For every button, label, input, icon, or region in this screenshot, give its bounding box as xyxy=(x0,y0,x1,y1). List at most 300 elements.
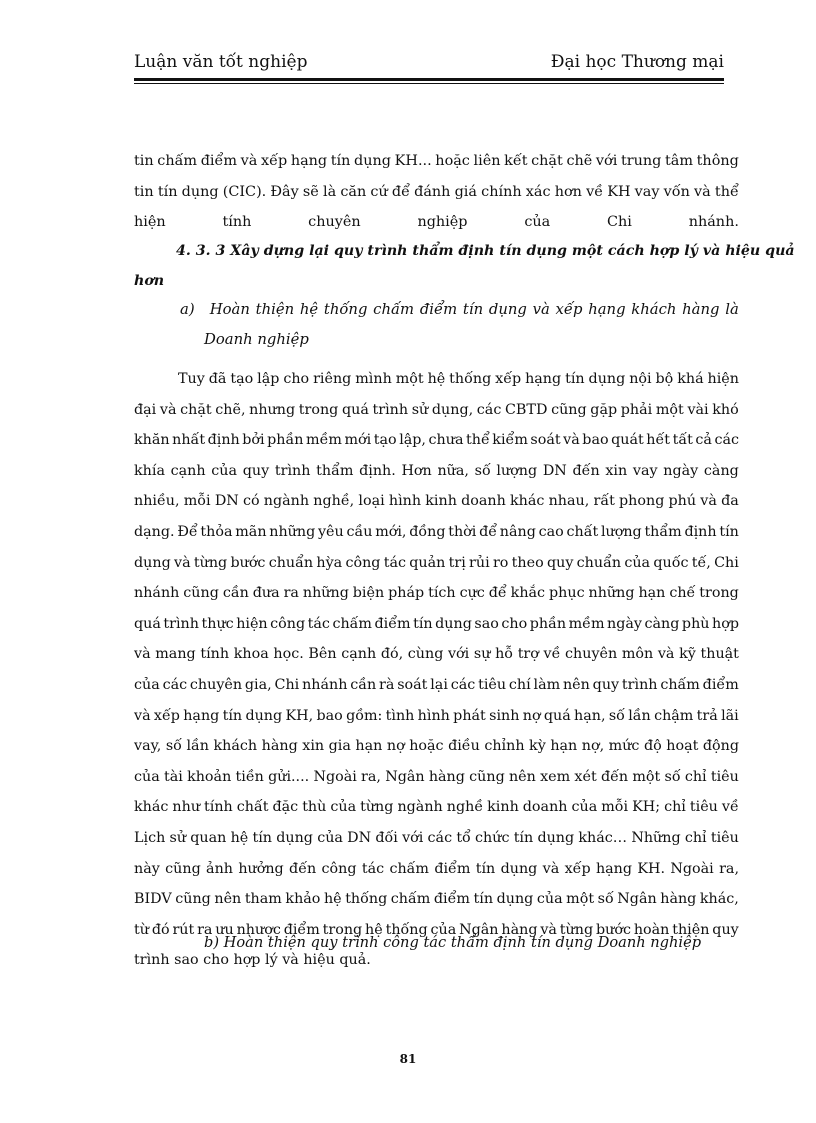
word: và xyxy=(532,301,550,318)
word: phải xyxy=(620,401,653,418)
word: CBTD xyxy=(504,401,548,418)
word: cả xyxy=(695,432,712,449)
word: tiêu xyxy=(478,676,507,693)
word: lãi xyxy=(721,707,739,724)
word: học. xyxy=(273,646,304,663)
word: dụng xyxy=(134,554,171,571)
word: chí xyxy=(508,676,531,693)
intro-line xyxy=(134,177,739,208)
word: mỗi xyxy=(601,799,629,816)
word: tín xyxy=(413,615,433,632)
word: hoặc xyxy=(435,153,470,169)
word: sử xyxy=(169,829,187,846)
word: thống xyxy=(449,371,492,387)
word: những xyxy=(588,585,635,602)
word: dụng xyxy=(588,371,626,387)
word: hiện xyxy=(134,214,166,231)
paragraph-line xyxy=(134,670,739,701)
word: chuẩn xyxy=(268,554,314,571)
word: đến xyxy=(289,860,317,877)
word: giá xyxy=(454,183,477,200)
word: kiểm xyxy=(492,432,528,449)
word: một xyxy=(632,768,661,785)
word: dụng xyxy=(488,301,527,318)
word: đa xyxy=(721,493,739,510)
word: và xyxy=(134,707,151,724)
word: quá xyxy=(341,401,369,418)
word: hàng xyxy=(428,768,465,785)
word: hình xyxy=(388,493,422,510)
word: cho xyxy=(283,371,310,387)
word: nhánh xyxy=(134,585,180,602)
word: phong xyxy=(619,493,665,510)
word: Bên xyxy=(308,646,337,663)
word: hàng xyxy=(261,738,298,755)
word: và xyxy=(540,921,557,938)
word: rất xyxy=(593,493,615,510)
word: lần xyxy=(186,738,209,755)
word: số xyxy=(597,891,614,908)
word: chẽ xyxy=(566,153,593,169)
paragraph-line xyxy=(134,425,739,456)
word: trả xyxy=(696,707,718,724)
word: của xyxy=(134,676,160,693)
word: mềm xyxy=(306,432,342,449)
word: số xyxy=(608,707,625,724)
word: ngành xyxy=(263,493,310,510)
paragraph-line xyxy=(134,609,739,640)
paragraph-line xyxy=(134,762,739,793)
word: liên xyxy=(473,153,501,169)
word: lập, xyxy=(399,432,426,449)
word: đã xyxy=(208,371,227,387)
word: nhánh xyxy=(302,676,348,693)
header-rule-thick xyxy=(134,78,724,81)
word: tín xyxy=(252,829,273,846)
word: KH. xyxy=(637,860,666,877)
word: chính xyxy=(481,183,522,200)
word: tiêu xyxy=(689,799,718,816)
word: như xyxy=(172,799,201,816)
word: là xyxy=(725,301,739,318)
subheading-a-line xyxy=(180,295,739,325)
word: quốc xyxy=(653,554,689,571)
word: khó xyxy=(712,401,739,418)
page-header xyxy=(134,50,724,78)
word: các xyxy=(427,829,453,846)
word: Chi xyxy=(714,554,739,571)
word: hoạt xyxy=(666,738,699,755)
word: này xyxy=(134,860,160,877)
word: nghề xyxy=(446,799,484,816)
word: tín xyxy=(222,707,243,724)
word: quy xyxy=(712,921,739,938)
word: cho xyxy=(501,615,528,632)
word: từng xyxy=(559,921,594,938)
word: nên xyxy=(562,676,590,693)
word: hạng xyxy=(595,860,633,877)
word: tác xyxy=(361,860,385,877)
word: nợ, xyxy=(581,738,605,755)
word: và xyxy=(159,401,177,418)
word: mình xyxy=(355,371,392,387)
word: DN xyxy=(542,462,567,479)
word: thẩm xyxy=(316,462,354,479)
word: quan xyxy=(190,829,227,846)
word: và xyxy=(174,554,191,571)
word: mới xyxy=(344,432,372,449)
word: công xyxy=(345,554,381,571)
word: khía xyxy=(134,462,165,479)
word: hệ xyxy=(365,921,383,938)
word: trong xyxy=(298,401,339,418)
word: sinh xyxy=(489,707,520,724)
word: từng xyxy=(193,554,228,571)
word: vay xyxy=(632,462,658,479)
word: kinh xyxy=(487,799,519,816)
word: hệ xyxy=(230,829,249,846)
word: khắc xyxy=(510,585,546,602)
word: cứ xyxy=(370,183,388,200)
word: dụng xyxy=(354,153,392,169)
word: bao xyxy=(316,707,343,724)
word: khác xyxy=(510,493,545,510)
word: trình xyxy=(274,462,311,479)
word: đến xyxy=(600,768,629,785)
word: KH xyxy=(607,183,631,200)
word: rủi xyxy=(469,554,490,571)
word: hưởng xyxy=(238,860,284,877)
word: đó, xyxy=(380,646,404,663)
word: một xyxy=(566,891,595,908)
word: điểm xyxy=(283,921,320,938)
word: tham xyxy=(244,891,282,908)
word: các xyxy=(450,676,476,693)
word: các xyxy=(476,401,502,418)
word: chỉ xyxy=(664,799,686,816)
word: bởi xyxy=(242,432,265,449)
word: cũng xyxy=(175,891,211,908)
paragraph-line xyxy=(134,884,739,915)
paragraph-line xyxy=(134,364,739,395)
word: lập xyxy=(257,371,280,387)
word: riêng xyxy=(313,371,352,387)
word: chuẩn xyxy=(576,554,622,571)
word: số xyxy=(165,738,182,755)
word: thể xyxy=(714,183,739,200)
word: đến xyxy=(572,462,600,479)
word: Ngoài xyxy=(313,768,357,785)
word: làm xyxy=(533,676,561,693)
word: cũng xyxy=(183,585,219,602)
word: kết xyxy=(504,153,528,169)
word: tin xyxy=(134,183,154,200)
intro-line xyxy=(134,207,739,238)
word: các xyxy=(162,676,188,693)
word: chấm xyxy=(390,891,431,908)
word: thỏa xyxy=(200,523,233,540)
word: càng xyxy=(644,615,680,632)
word: KH, xyxy=(285,707,314,724)
word: quy xyxy=(546,554,574,571)
word: chấm xyxy=(157,153,198,169)
word: trình xyxy=(163,615,199,632)
word: thống xyxy=(345,891,388,908)
word: một xyxy=(395,371,424,387)
word: chậm xyxy=(654,707,694,724)
word: đặc xyxy=(272,799,299,816)
word: tạo xyxy=(230,371,254,387)
word: quá xyxy=(543,707,571,724)
word: môn xyxy=(621,646,654,663)
word: tích xyxy=(428,585,456,602)
word: mãn xyxy=(235,523,267,540)
word: Chi xyxy=(274,676,300,693)
word: đại xyxy=(134,401,157,418)
word: và xyxy=(542,860,560,877)
word: số xyxy=(664,768,681,785)
word: sự xyxy=(473,646,491,663)
word: định. xyxy=(359,462,396,479)
section-heading-line: hơn xyxy=(134,273,165,289)
word: trợ xyxy=(517,646,539,663)
word: tiêu xyxy=(710,829,739,846)
word: hạn xyxy=(638,585,666,602)
word: Tuy xyxy=(178,371,205,387)
word: lần xyxy=(628,707,651,724)
word: lại xyxy=(430,676,448,693)
word: kinh xyxy=(425,493,457,510)
word: của xyxy=(536,891,563,908)
header-rule-thin xyxy=(134,83,724,84)
word: một xyxy=(655,401,684,418)
word: dụng xyxy=(496,891,534,908)
word: về xyxy=(721,799,739,816)
word: điều xyxy=(448,738,480,755)
word: thiện xyxy=(672,921,710,938)
word: phần xyxy=(529,615,567,632)
paragraph-line xyxy=(134,701,739,732)
word: KH... xyxy=(394,153,432,169)
word: khách xyxy=(213,738,258,755)
section-heading-line: 4. 3. 3 Xây dựng lại quy trình thẩm định tín dụng một cách hợp lý và hiệu quả xyxy=(176,243,795,259)
word: nữa, xyxy=(437,462,469,479)
word: thuật xyxy=(700,646,739,663)
word: vay xyxy=(634,183,660,200)
word: xếp xyxy=(153,707,180,724)
word: và xyxy=(134,646,151,663)
word: chẽ, xyxy=(215,401,246,418)
word: tiêu xyxy=(710,768,739,785)
word: tác xyxy=(307,615,330,632)
word: dụng xyxy=(500,860,538,877)
word: của xyxy=(330,799,357,816)
word: đối xyxy=(375,829,398,846)
word: từ xyxy=(134,921,149,938)
word: sao xyxy=(474,615,499,632)
word: soát xyxy=(530,432,561,449)
word: và xyxy=(694,183,711,200)
word: khá xyxy=(677,371,704,387)
word: tín xyxy=(475,860,496,877)
word: quản xyxy=(409,554,446,571)
word: hàng xyxy=(501,921,538,938)
word: tín xyxy=(565,371,585,387)
word: cạnh xyxy=(341,646,377,663)
word: của xyxy=(624,554,651,571)
intro-text xyxy=(134,146,739,238)
word: tín xyxy=(330,153,351,169)
word: yêu xyxy=(317,523,344,540)
word: dụng xyxy=(181,183,219,200)
word: Hoàn xyxy=(209,301,250,318)
word: phú xyxy=(668,493,697,510)
word: DN xyxy=(347,829,372,846)
word: càng xyxy=(703,462,739,479)
word: KH; xyxy=(632,799,661,816)
word: khoản xyxy=(187,768,232,785)
word: hàng xyxy=(660,891,697,908)
word: cùng xyxy=(407,646,444,663)
word: phần xyxy=(267,432,304,449)
word: thù xyxy=(302,799,327,816)
word: (CIC). xyxy=(222,183,267,200)
word: phát xyxy=(453,707,486,724)
word: tính xyxy=(222,214,252,231)
word: cạnh xyxy=(170,462,206,479)
word: quát xyxy=(611,432,644,449)
word: điểm xyxy=(434,860,471,877)
word: nâng xyxy=(499,523,536,540)
word: trung xyxy=(620,153,662,169)
paragraph-line xyxy=(134,854,739,885)
word: quá xyxy=(134,615,161,632)
word: mang xyxy=(155,646,196,663)
word: biện xyxy=(352,585,385,602)
word: động xyxy=(702,738,739,755)
word: lượng xyxy=(496,462,538,479)
body-paragraph xyxy=(134,364,739,976)
word: mức xyxy=(608,738,640,755)
word: xin xyxy=(605,462,628,479)
word: sử xyxy=(411,401,429,418)
paragraph-line xyxy=(134,395,739,426)
word: xếp xyxy=(564,860,591,877)
word: công xyxy=(321,860,357,877)
word: khảo xyxy=(285,891,321,908)
word: ngày xyxy=(663,462,699,479)
intro-line xyxy=(134,146,739,177)
word: ra xyxy=(197,921,213,938)
word: theo xyxy=(511,554,544,571)
word: Ngân xyxy=(385,768,425,785)
word: khăn xyxy=(134,432,170,449)
word: tiền xyxy=(235,768,264,785)
word: của xyxy=(524,214,551,231)
paragraph-line xyxy=(134,548,739,579)
word: chế xyxy=(669,585,696,602)
word: sẽ xyxy=(302,183,319,200)
word: xếp xyxy=(261,153,288,169)
word: pháp xyxy=(388,585,425,602)
word: tác xyxy=(383,554,406,571)
word: của xyxy=(571,799,598,816)
word: gặp xyxy=(590,401,618,418)
paragraph-line xyxy=(134,456,739,487)
word: hạn xyxy=(550,738,578,755)
word: đó xyxy=(151,921,170,938)
word: của xyxy=(317,829,343,846)
word: bước xyxy=(230,554,266,571)
word: khoa xyxy=(233,646,269,663)
word: ngành xyxy=(397,799,443,816)
section-heading xyxy=(134,236,795,296)
word: độ xyxy=(643,738,662,755)
word: chất xyxy=(236,799,269,816)
word: ra, xyxy=(361,768,381,785)
word: nhiều, xyxy=(134,493,180,510)
word: chặt xyxy=(531,153,563,169)
word: tạo xyxy=(373,432,397,449)
word: thẩm xyxy=(644,523,682,540)
word: những xyxy=(269,523,316,540)
word: chuyên xyxy=(565,646,618,663)
word: phù xyxy=(681,615,710,632)
word: xếp xyxy=(555,301,583,318)
word: Đây xyxy=(270,183,299,200)
word: tình xyxy=(385,707,415,724)
word: chuyên xyxy=(189,676,243,693)
word: lượng xyxy=(600,523,642,540)
word: và xyxy=(240,153,258,169)
word: xem xyxy=(540,768,571,785)
word: mới, xyxy=(375,523,407,540)
word: tín xyxy=(719,523,739,540)
word: chuyên xyxy=(308,214,361,231)
word: vay, xyxy=(134,738,162,755)
word: của xyxy=(134,768,160,785)
word: mềm xyxy=(568,615,605,632)
word: ra xyxy=(283,585,299,602)
word: điểm xyxy=(419,301,458,318)
word: Những xyxy=(631,829,681,846)
word: dụng, xyxy=(431,401,474,418)
word: hệ xyxy=(299,301,319,318)
word: dụng xyxy=(276,829,313,846)
word: nghề, xyxy=(313,493,355,510)
word: tâm xyxy=(665,153,694,169)
word: hạng xyxy=(290,153,328,169)
word: cầu xyxy=(346,523,373,540)
word: trong xyxy=(699,585,739,602)
word: khác xyxy=(134,799,169,816)
word: tất xyxy=(672,432,693,449)
word: trình xyxy=(621,676,658,693)
word: kỹ xyxy=(679,646,696,663)
word: của xyxy=(430,921,457,938)
word: dụng xyxy=(435,615,472,632)
word: chỉ xyxy=(684,768,707,785)
word: hết xyxy=(646,432,671,449)
word: tính xyxy=(200,646,230,663)
word: vài xyxy=(687,401,709,418)
word: với xyxy=(447,646,470,663)
word: trị xyxy=(448,554,466,571)
word: bao xyxy=(582,432,609,449)
word: những xyxy=(302,585,349,602)
word: khác… xyxy=(578,829,628,846)
word: hỳa xyxy=(316,554,343,571)
